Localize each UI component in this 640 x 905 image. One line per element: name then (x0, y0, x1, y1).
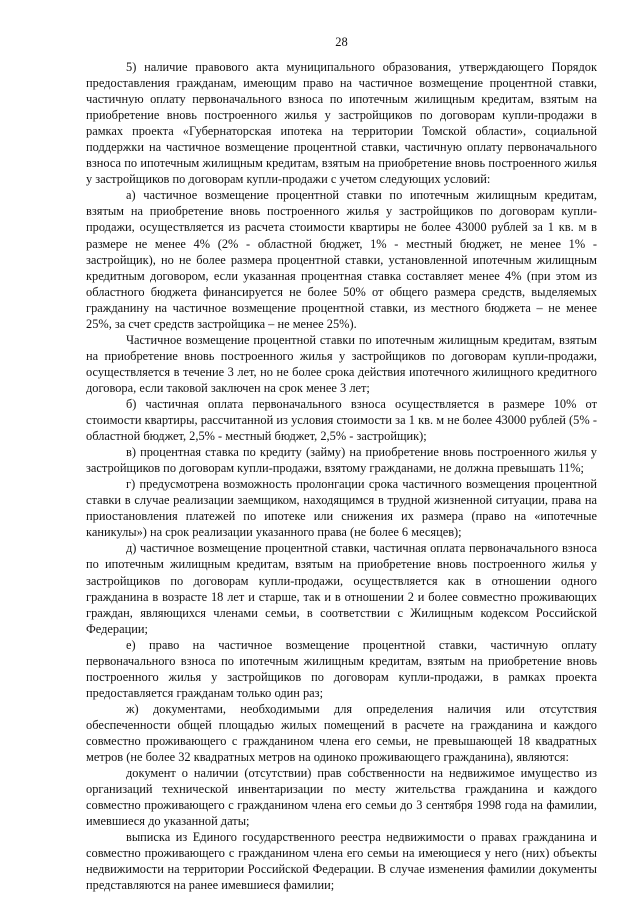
paragraph-item-5: 5) наличие правового акта муниципального образования, утверждающего Порядок предоставления гражданам, имеющим право на частичное возмещение процентной ставки, частичную оплату первоначального взноса по ипотечным жилищным кредитам, взятым на приобретение вновь построенного жилья у застройщиков по договорам купли-продажи в рамках проекта «Губернаторская ипотека на территории Томской области», социальной поддержки на частичное возмещение процентной ставки, частичную оплату первоначального взноса по ипотечным жилищным кредитам, взятым на приобретение вновь построенного жилья у застройщиков по договорам купли-продажи с учетом следующих условий: (86, 60, 597, 187)
paragraph-ownership-document: документ о наличии (отсутствии) прав собственности на недвижимое имущество из организаций технической инвентаризации по месту жительства гражданина и каждого совместно проживающего с гражданином члена его семьи до 3 сентября 1998 года на фамилии, имевшиеся до указанной даты; (86, 766, 597, 829)
paragraph-registry-extract: выписка из Единого государственного реестра недвижимости о правах гражданина и совместно проживающего с гражданином члена его семьи на имеющиеся у него (них) объекты недвижимости на территории Российской Федерации. В случае изменения фамилии документы представляются на ранее имевшиеся фамилии; (86, 830, 597, 893)
paragraph-subitem-b: б) частичная оплата первоначального взноса осуществляется в размере 10% от стоимости квартиры, рассчитанной из условия стоимости за 1 кв. м не более 43000 рублей (5% - областной бюджет, 2,5% - местный бюджет, 2,5% - застройщик); (86, 396, 597, 444)
document-body (86, 59, 597, 893)
paragraph-reimbursement-term: Частичное возмещение процентной ставки по ипотечным жилищным кредитам, взятым на приобретение вновь построенного жилья у застройщиков по договорам купли-продажи, осуществляется в течение 3 лет, но не более срока действия ипотечного жилищного кредитного договора, если таковой заключен на срок менее 3 лет; (86, 332, 597, 395)
page-number: 28 (335, 35, 348, 49)
paragraph-subitem-v: в) процентная ставка по кредиту (займу) на приобретение вновь построенного жилья у застройщиков по договорам купли-продажи, взятому гражданами, не должна превышать 11%; (86, 445, 597, 476)
paragraph-subitem-d: д) частичное возмещение процентной ставки, частичная оплата первоначального взноса по ипотечным жилищным кредитам, взятым на приобретение вновь построенного жилья у застройщиков по договорам купли-продажи, осуществляется как в отношении одного гражданина в возрасте 18 лет и старше, так и в отношении 2 и более совместно проживающих граждан, являющихся членами семьи, в соответствии с Жилищным кодексом Российской Федерации; (86, 541, 597, 636)
paragraph-subitem-g: г) предусмотрена возможность пролонгации срока частичного возмещения процентной ставки в случае реализации заемщиком, находящимся в трудной жизненной ситуации, права на приостановления платежей по ипотеке или снижения их размера (право на «ипотечные каникулы») на срок реализации указанного права (не более 6 месяцев); (86, 477, 597, 540)
paragraph-subitem-zh: ж) документами, необходимыми для определения наличия или отсутствия обеспеченности общей площадью жилых помещений в расчете на гражданина и каждого совместно проживающего с гражданином члена его семьи, не превышающей 18 квадратных метров (не более 32 квадратных метров на одиноко проживающего гражданина), являются: (86, 701, 597, 765)
paragraph-subitem-a: а) частичное возмещение процентной ставки по ипотечным жилищным кредитам, взятым на приобретение вновь построенного жилья у застройщиков по договорам купли-продажи, осуществляется из расчета стоимости квартиры не более 43000 рублей за 1 кв. м в размере не менее 4% (2% - областной бюджет, 1% - местный бюджет, не менее 1% - застройщик), но не более размера процентной ставки, установленной ипотечным жилищным кредитным договором, если указанная процентная ставка составляет менее 4% (при этом из областного бюджета финансируется не более 50% от общего размера средств, выделяемых гражданину на частичное возмещение процентной ставки, из местного бюджета – не менее 25%, за счет средств застройщика – не менее 25%). (86, 188, 597, 331)
paragraph-subitem-e: е) право на частичное возмещение процентной ставки, частичную оплату первоначального взноса по ипотечным жилищным кредитам, взятым на приобретение вновь построенного жилья у застройщиков по договорам купли-продажи, в рамках проекта предоставляется гражданам только один раз; (86, 637, 597, 700)
